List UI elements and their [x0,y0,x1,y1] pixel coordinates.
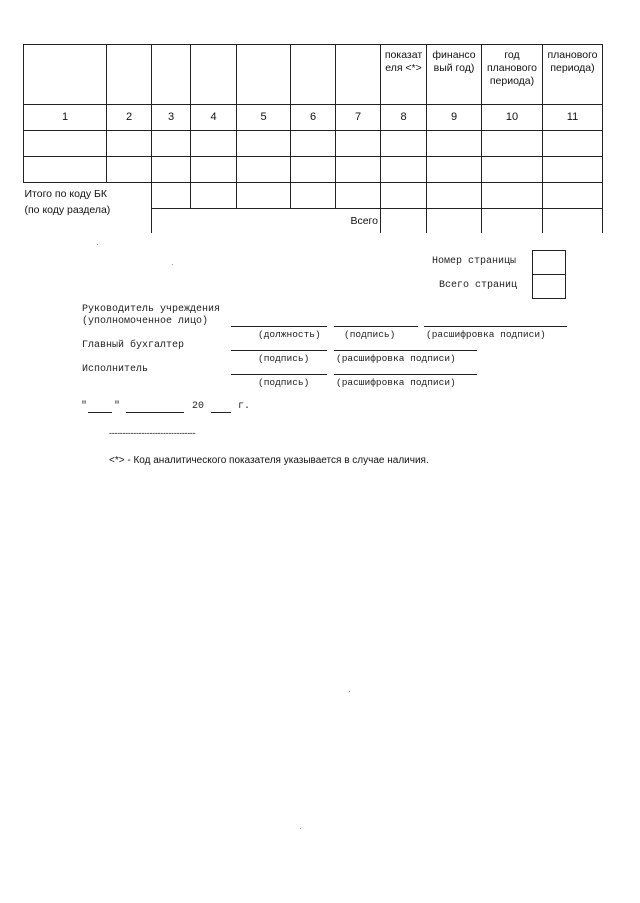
executor-label: Исполнитель [82,364,149,375]
column-number-row [24,105,603,131]
table-row [24,157,603,183]
header-cell [336,45,381,105]
total-pages-label: Всего страниц [439,280,518,291]
footnote-text: <*> - Код аналитического показателя указывается в случае наличия. [109,455,429,466]
date-open-quote: " [81,401,88,412]
table-cell [107,157,152,183]
table-cell [24,131,107,157]
column-number: 9 [427,105,482,131]
header-cell [24,45,107,105]
table-cell [191,131,237,157]
header-cell-indicator: показат еля <*> [381,45,427,105]
executor-decoding-line[interactable] [334,374,477,375]
date-close-quote: " [114,401,121,412]
header-cell [191,45,237,105]
table-cell [543,209,603,234]
itogo-label-line1: Итого по коду БК [24,188,107,200]
table-cell [24,157,107,183]
table-cell [427,131,482,157]
executor-cap-signature: (подпись) [258,377,310,388]
head-cap-signature: (подпись) [344,329,396,340]
table-cell [152,131,191,157]
table-cell [427,209,482,234]
accountant-cap-signature: (подпись) [258,353,310,364]
date-year-suffix: г. [238,401,251,412]
table-cell [152,183,191,209]
table-cell [291,183,336,209]
head-signature-line[interactable] [334,326,418,327]
accountant-cap-decoding: (расшифровка подписи) [336,353,456,364]
table-cell [543,183,603,209]
executor-signature-line[interactable] [231,374,327,375]
page-number-box[interactable] [532,250,566,275]
table-cell [191,157,237,183]
table-cell [482,183,543,209]
column-number: 4 [191,105,237,131]
table-cell [482,131,543,157]
column-number: 3 [152,105,191,131]
header-cell-planned-year: год планового периода) [482,45,543,105]
head-cap-decoding: (расшифровка подписи) [426,329,546,340]
total-pages-box[interactable] [532,274,566,299]
table-cell [381,131,427,157]
vsego-label: Всего [152,209,381,234]
table-cell [381,157,427,183]
column-number: 11 [543,105,603,131]
date-month-line[interactable] [126,412,184,413]
table-cell [336,157,381,183]
column-number: 1 [24,105,107,131]
table-cell [543,131,603,157]
header-cell [291,45,336,105]
itogo-row [24,183,603,209]
head-cap-position: (должность) [258,329,321,340]
header-cell-planned-period: планового периода) [543,45,603,105]
header-cell [237,45,291,105]
table-cell [427,183,482,209]
accountant-decoding-line[interactable] [334,350,477,351]
table-cell [291,157,336,183]
date-year-line[interactable] [211,412,231,413]
head-label-line2: (уполномоченное лицо) [82,316,209,327]
itogo-label-line2: (по коду раздела) [24,204,111,216]
table-cell [381,183,427,209]
column-number: 6 [291,105,336,131]
table-cell [237,183,291,209]
head-decoding-line[interactable] [424,326,567,327]
table-cell [336,131,381,157]
header-cell [107,45,152,105]
table-cell [427,157,482,183]
head-label-line1: Руководитель учреждения [82,304,221,315]
table-cell [482,157,543,183]
table-cell [152,157,191,183]
column-number: 8 [381,105,427,131]
table-cell [237,157,291,183]
page-number-label: Номер страницы [432,256,517,267]
table-cell [237,131,291,157]
scan-speck [97,244,98,245]
head-position-line[interactable] [231,326,327,327]
report-table [23,44,603,233]
scan-speck [349,691,350,692]
table-cell [543,157,603,183]
table-cell [107,131,152,157]
header-cell-financial-year: финансо вый год) [427,45,482,105]
table-cell [482,209,543,234]
table-cell [381,209,427,234]
column-number: 10 [482,105,543,131]
table-header-row [24,45,603,105]
accountant-signature-line[interactable] [231,350,327,351]
column-number: 7 [336,105,381,131]
date-year-prefix: 20 [192,401,205,412]
footnote-separator: -------------------------------- [109,428,196,438]
column-number: 2 [107,105,152,131]
table-row [24,131,603,157]
header-cell [152,45,191,105]
date-day-line[interactable] [88,412,112,413]
accountant-label: Главный бухгалтер [82,340,185,351]
itogo-label [24,183,152,234]
scan-speck [172,264,173,265]
scan-speck [300,828,301,829]
table-cell [336,183,381,209]
table-cell [291,131,336,157]
executor-cap-decoding: (расшифровка подписи) [336,377,456,388]
column-number: 5 [237,105,291,131]
table-cell [191,183,237,209]
